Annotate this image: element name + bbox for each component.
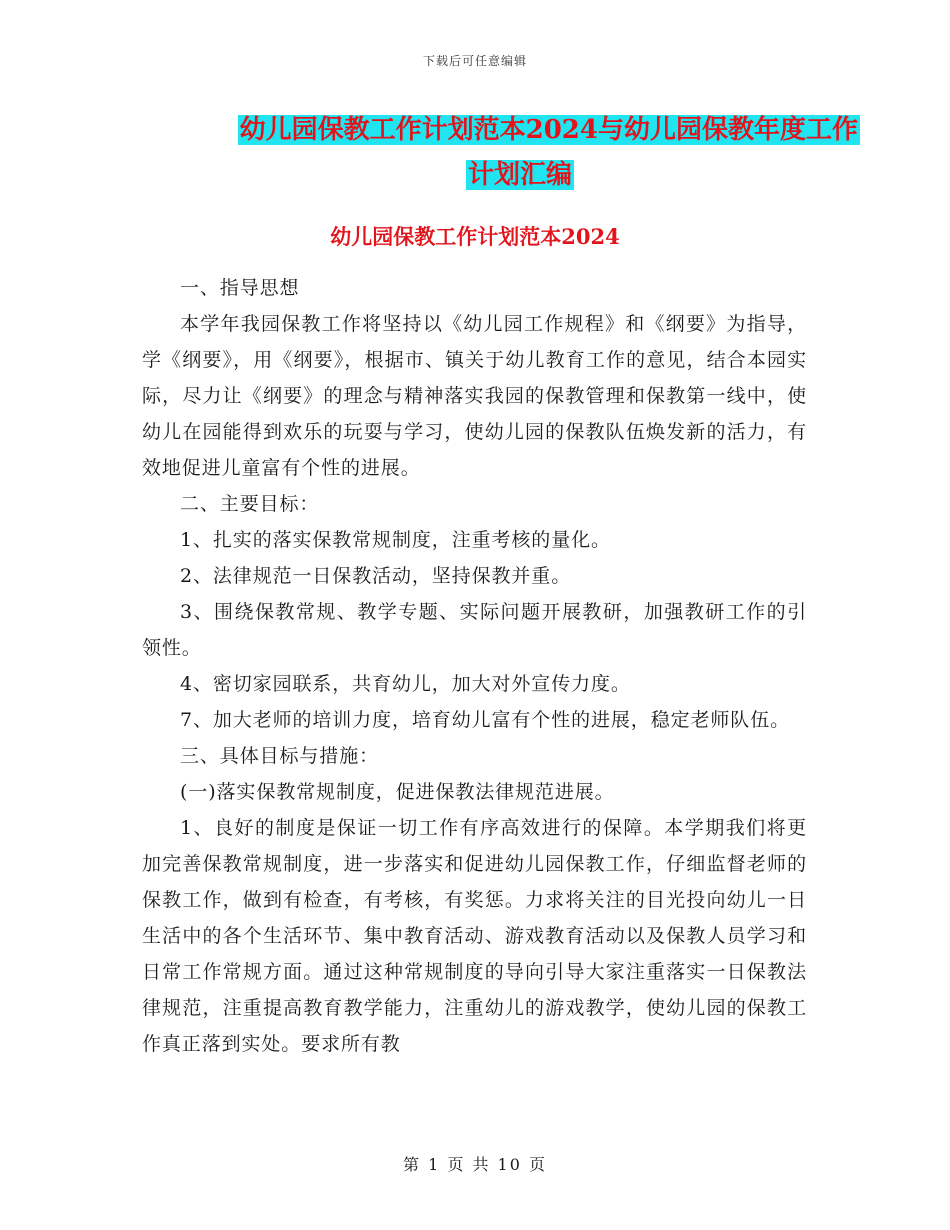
goal-item-3: 3、围绕保教常规、教学专题、实际问题开展教研，加强教研工作的引领性。 bbox=[142, 601, 807, 659]
title-highlight-2: 计划汇编 bbox=[467, 160, 572, 190]
goal-item-7: 7、加大老师的培训力度，培育幼儿富有个性的进展，稳定老师队伍。 bbox=[180, 709, 790, 731]
section-title: 幼儿园保教工作计划范本2024 bbox=[330, 224, 620, 249]
document-body bbox=[142, 270, 807, 1062]
paragraph-measure-1: 1、良好的制度是保证一切工作有序高效进行的保障。本学期我们将更加完善保教常规制度，进一步落实和促进幼儿园保教工作，仔细监督老师的保教工作，做到有检查，有考核，有奖惩。力求将关注的目光投向幼儿一日生活中的各个生活环节、集中教育活动、游戏教育活动以及保教人员学习和日常工作常规方面。通过这种常规制度的导向引导大家注重落实一日保教法律规范，注重提高教育教学能力，注重幼儿的游戏教学，使幼儿园的保教工作真正落到实处。要求所有教 bbox=[142, 817, 807, 1055]
subheading-1: (一)落实保教常规制度，促进保教法律规范进展。 bbox=[180, 781, 615, 803]
page-footer: 第 1 页 共 10 页 bbox=[403, 1155, 547, 1174]
document-title-line-2 bbox=[140, 157, 900, 193]
header-note: 下载后可任意编辑 bbox=[422, 54, 527, 68]
goal-item-4: 4、密切家园联系，共育幼儿，加大对外宣传力度。 bbox=[180, 673, 631, 695]
paragraph-guiding-thought: 本学年我园保教工作将坚持以《幼儿园工作规程》和《纲要》为指导，学《纲要》，用《纲要》，根据市、镇关于幼儿教育工作的意见，结合本园实际，尽力让《纲要》的理念与精神落实我园的保教管理和保教第一线中，使幼儿在园能得到欢乐的玩耍与学习，使幼儿园的保教队伍焕发新的活力，有效地促进儿童富有个性的进展。 bbox=[142, 313, 807, 479]
goal-item-1: 1、扎实的落实保教常规制度，注重考核的量化。 bbox=[180, 529, 611, 551]
heading-specific-goals: 三、具体目标与措施： bbox=[180, 745, 380, 767]
title-highlight-1: 幼儿园保教工作计划范本2024与幼儿园保教年度工作 bbox=[239, 115, 858, 145]
heading-main-goals: 二、主要目标： bbox=[180, 493, 320, 515]
goal-item-2: 2、法律规范一日保教活动，坚持保教并重。 bbox=[180, 565, 572, 587]
heading-guiding-thought: 一、指导思想 bbox=[180, 277, 300, 299]
document-title-line-1 bbox=[140, 112, 860, 148]
